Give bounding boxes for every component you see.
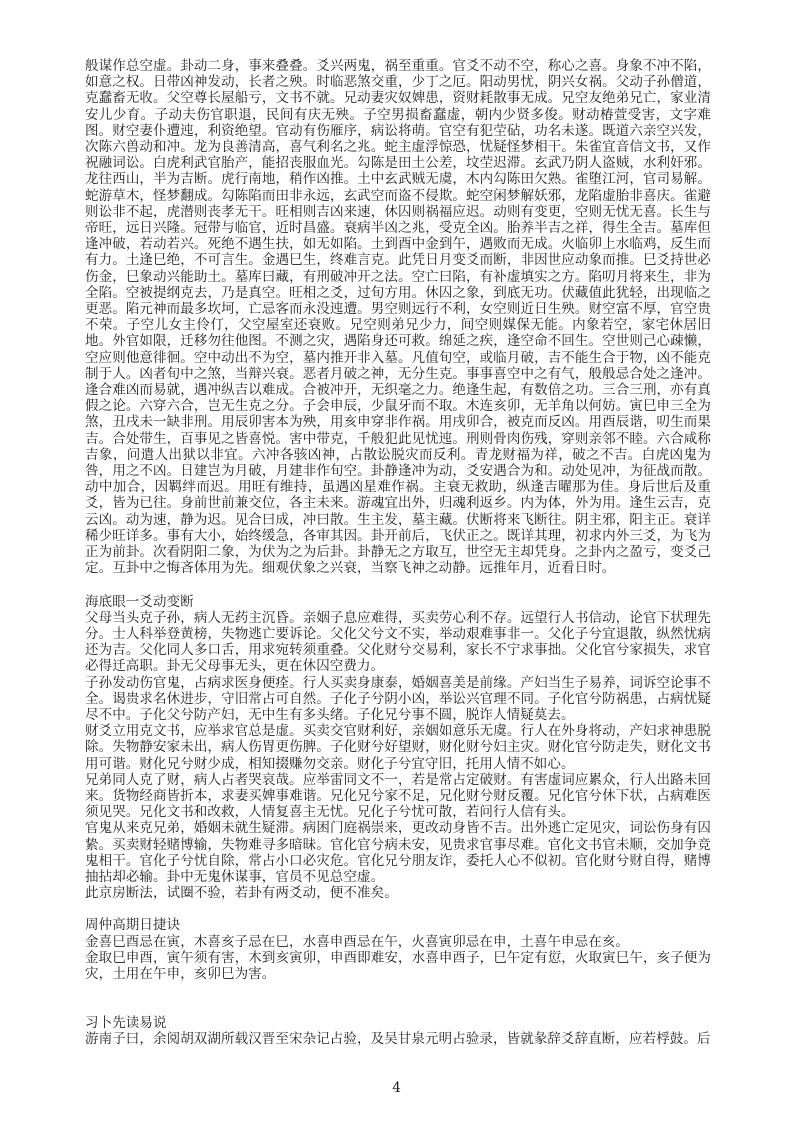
paragraph-younanzi: 游南子曰，余阅胡双湖所载汉晋至宋杂记占验，及吴甘泉元明占验录，皆就彖辞爻辞直断，应若桴鼓。后 [85, 1031, 711, 1048]
section-zhouzhonggao [85, 917, 711, 982]
opening-text-block: 般谋作总空虚。卦动二身，事来叠叠。爻兴两鬼，祸至重重。官爻不动不空，称心之喜。身象不冲不陷，如意之权。日带凶神发动，长者之殃。时临恶煞交重，少丁之厄。阳动男忧，阴兴女祸。父动子孙僧道，克蠢畜无收。父空尊长屋船亏，文书不就。兄动妻灾奴婢患，资财耗散事无成。兄空友绝弟兄亡，家业清安儿少育。子动夫伤官职退，民间有庆无殃。子空男损畜蠢虚，朝内少贤多俊。财动椿萱受害，文字难图。财空妻仆遭迍，利资绝望。官动有伤雁序，病讼将萌。官空有犯茔砧，功名未遂。既道六亲空兴发，次陈六兽动和冲。龙为良善清高，喜气利名之兆。蛇主虚浮惊恐，忧疑怪梦相干。朱雀宜音信文书，又作祝融词讼。白虎利武官胎产，能招丧服血光。勾陈是田土公差，坟茔迟滞。玄武乃阴人盗贼，水利奸邪。龙往西山，半为吉断。虎行南地，稍作凶推。土中玄武贼无虞，木内勾陈田欠熟。雀堕江河，官司易解。蛇游草木，怪梦翻成。勾陈陷而田非永远，玄武空而盗不侵欺。蛇空闲梦解妖邪，龙陷虚胎非喜庆。雀避则讼非不起，虎潜则丧孝无干。旺相则吉凶来速，休囚则祸福应迟。动则有变更，空则无忧无喜。长生与帝旺，远日兴隆。冠带与临官，近时昌盛。衰病半凶之兆，受克全凶。胎养半吉之祥，得生全吉。墓库但逢冲破，若动若兴。死绝不遇生扶，如无如陷。土到酉中金到午，遇败而无成。火临卯上水临鸡，反生而有力。土逢巳绝，不可言生。金遇巳生，终难言克。此凭日月变爻而断，非因世应动象而推。巳爻持世必伤金，巳象动兴能助土。墓库曰藏，有刑破冲开之法。空亡曰陷，有补虚填实之方。陷叨月将来生，非为全陷。空被提纲克去，乃是真空。旺相之爻，过旬方用。休囚之象，到底无功。伏藏值此犹轻，出现临之更恶。陷元神而最多坎坷，亡忌客而永没迍遭。男空则远行不利，女空则近日生殃。财空富不厚，官空贵不荣。子空儿女主伶仃，父空屋室还衰败。兄空则弟兄少力，间空则媒保无能。内象若空，家宅休居旧地。外官如限，迁移勿往他图。不测之灾，遇陷身还可救。绵延之疾，逢空命不回生。空世则己心疎懒，空应则他意徘徊。空中动出不为空，墓内推开非入墓。凡值旬空，或临月破，吉不能生合于物，凶不能克制于人。凶者旬中之煞，当辩兴衰。恶者月破之神，无分生克。事事喜空中之有气，般般忌合处之逢冲。逢合难凶而易就，遇冲纵吉以难成。合被冲开，无织毫之力。绝逢生起，有数倍之功。三合三刑，亦有真假之论。六穿六合，岂无生克之分。子会申辰，少鼠牙而不取。木连亥卯，无羊角以何妨。寅巳申三全为煞，丑戌未一缺非刑。用辰卯害本为殃，用亥申穿非作祸。用戌卯合，被克而反凶。用酉辰谐，叨生而果吉。合处带生，百事见之皆喜悦。害中带克，千般犯此见忧迍。刑则骨肉伤残，穿则亲邻不睦。六合咸称吉象，问遣人出狱以非宜。六冲各骇凶神，占散讼脱灾而反利。青龙财福为祥，破之不吉。白虎凶鬼为咎，用之不凶。日建岂为月破，月建非作旬空。卦静逢冲为动，爻安遇合为和。动处见冲，为征战而散。动中加合，因羁绊而迟。用旺有维持，虽遇凶星难作祸。主衰无救助，纵逢吉曜那为佳。身后世后及重爻，皆为已往。身前世前兼交位，各主未来。游魂宜出外，归魂利返乡。内为体，外为用。逢生云吉，克云凶。动为速，静为迟。见合曰成，冲曰散。生主发，墓主藏。伏断将来飞断往。阴主邪，阳主正。衰详稀少旺详多。事有大小，始终缓急，各审其因。卦开前后，飞伏正之。既详其理，初求内外三爻，为飞为正为前卦。次看阴阳二象，为伏为之为后卦。卦静无之方取互，世空无主却凭身。之卦内之盈亏，变爻己定。互卦中之悔吝体用为先。细观伏象之兴衰，当察飞神之动静。远推年月，近看日时。 [85, 58, 711, 577]
section-heading-zhouzhonggao: 周仲高期日捷诀 [85, 917, 181, 934]
section-xibu [85, 1015, 711, 1047]
paragraph-xiongdi: 兄弟同人克了财，病人占者哭哀哉。应举雷同文不一，若是常占定破财。有害虚词应累众，行人出路未回来。货物经商皆折本，求妻买婢事难谐。兄化兄兮家不足，兄化财兮财反覆。兄化官兮休下状，占病难医须见哭。兄化文书和改救，人情复喜主无忧。兄化子兮忧可散，若问行人信有头。 [85, 771, 711, 821]
paragraph-zisun: 子孙发动伤官鬼，占病求医身便痊。行人买卖身康泰，婚姻喜美是前缘。产妇当生子易养，词诉空论事不全。谒贵求名休进步，守旧常占可自然。子化子兮阴小凶，举讼兴官理不同。子化官兮防祸患，占病忧疑尽不中。子化父兮防产妇，无中生有多头绪。子化兄兮事不圆，脱诈人情疑莫去。 [85, 674, 711, 723]
page-number: 4 [392, 1080, 401, 1096]
section-heading-haidiyan: 海底眼一爻动变断 [85, 593, 194, 610]
page-content [85, 58, 711, 1048]
paragraph-guangui: 官鬼从来克兄弟，婚姻未就生疑滞。病困门庭祸崇来，更改动身皆不吉。出外逃亡定见灾，词讼伤身有囚絷。买卖财轻赌博输，失物难寻多暗昧。官化官兮病未安，见贵求官事尽难。官化文书官未顺，交加争竞鬼相干。官化子兮忧自除，常占小口必灾危。官化兄兮朋友诈，委托人心不似初。官化财兮财自得，赌博抽拈却必输。卦中无鬼休谋事，官员不见总空虚。 [85, 820, 711, 885]
section-heading-xibu: 习卜先读易说 [85, 1015, 167, 1032]
paragraph-closing-note: 此京房断法，试圈不验，若卦有两爻动，便不准矣。 [85, 885, 398, 902]
section-haidiyan [85, 594, 711, 902]
paragraph-wuxing-xiji: 金喜巳酉忌在寅，木喜亥子忌在巳，水喜申酉忌在午，火喜寅卯忌在申，土喜午申忌在亥。 [85, 933, 629, 950]
paragraph-wuxing-quyong: 金取巳申酉，寅午须有害，木到亥寅卯，申酉即难安，水喜申酉子，巳午定有愆，火取寅巳午，亥子便为灾，土用在午申，亥卯巳为害。 [85, 949, 711, 982]
paragraph-caiyao: 财爻立用克文书，应举求官总是虚。买卖交官财利好，亲姻如意乐无虞。行人在外身将动，产妇求神患脱除。失物静安家未出，病人伤胃更伤脾。子化财兮好望财，财化财兮妇主灾。财化官兮防走失，财化文书用可谐。财化兄兮财少成，相知掇赚勿交亲。财化子兮宜守旧，托用人情不如心。 [85, 723, 711, 772]
paragraph-fumu: 父母当头克子孙，病人无药主沉昏。亲姻子息应难得，买卖劳心利不存。远望行人书信动，论官下状理先分。士人科举登黄榜，失物逃亡要诉论。父化父兮文不实，举动艰难事非一。父化子兮宜退散，纵然忧病还为吉。父化同人多口舌，用求宛转须重叠。父化财兮交易利，家长不宁求事拙。父化官兮家损失，求官必得迁高职。卦无父母事无头，更在休囚空费力。 [85, 609, 711, 675]
